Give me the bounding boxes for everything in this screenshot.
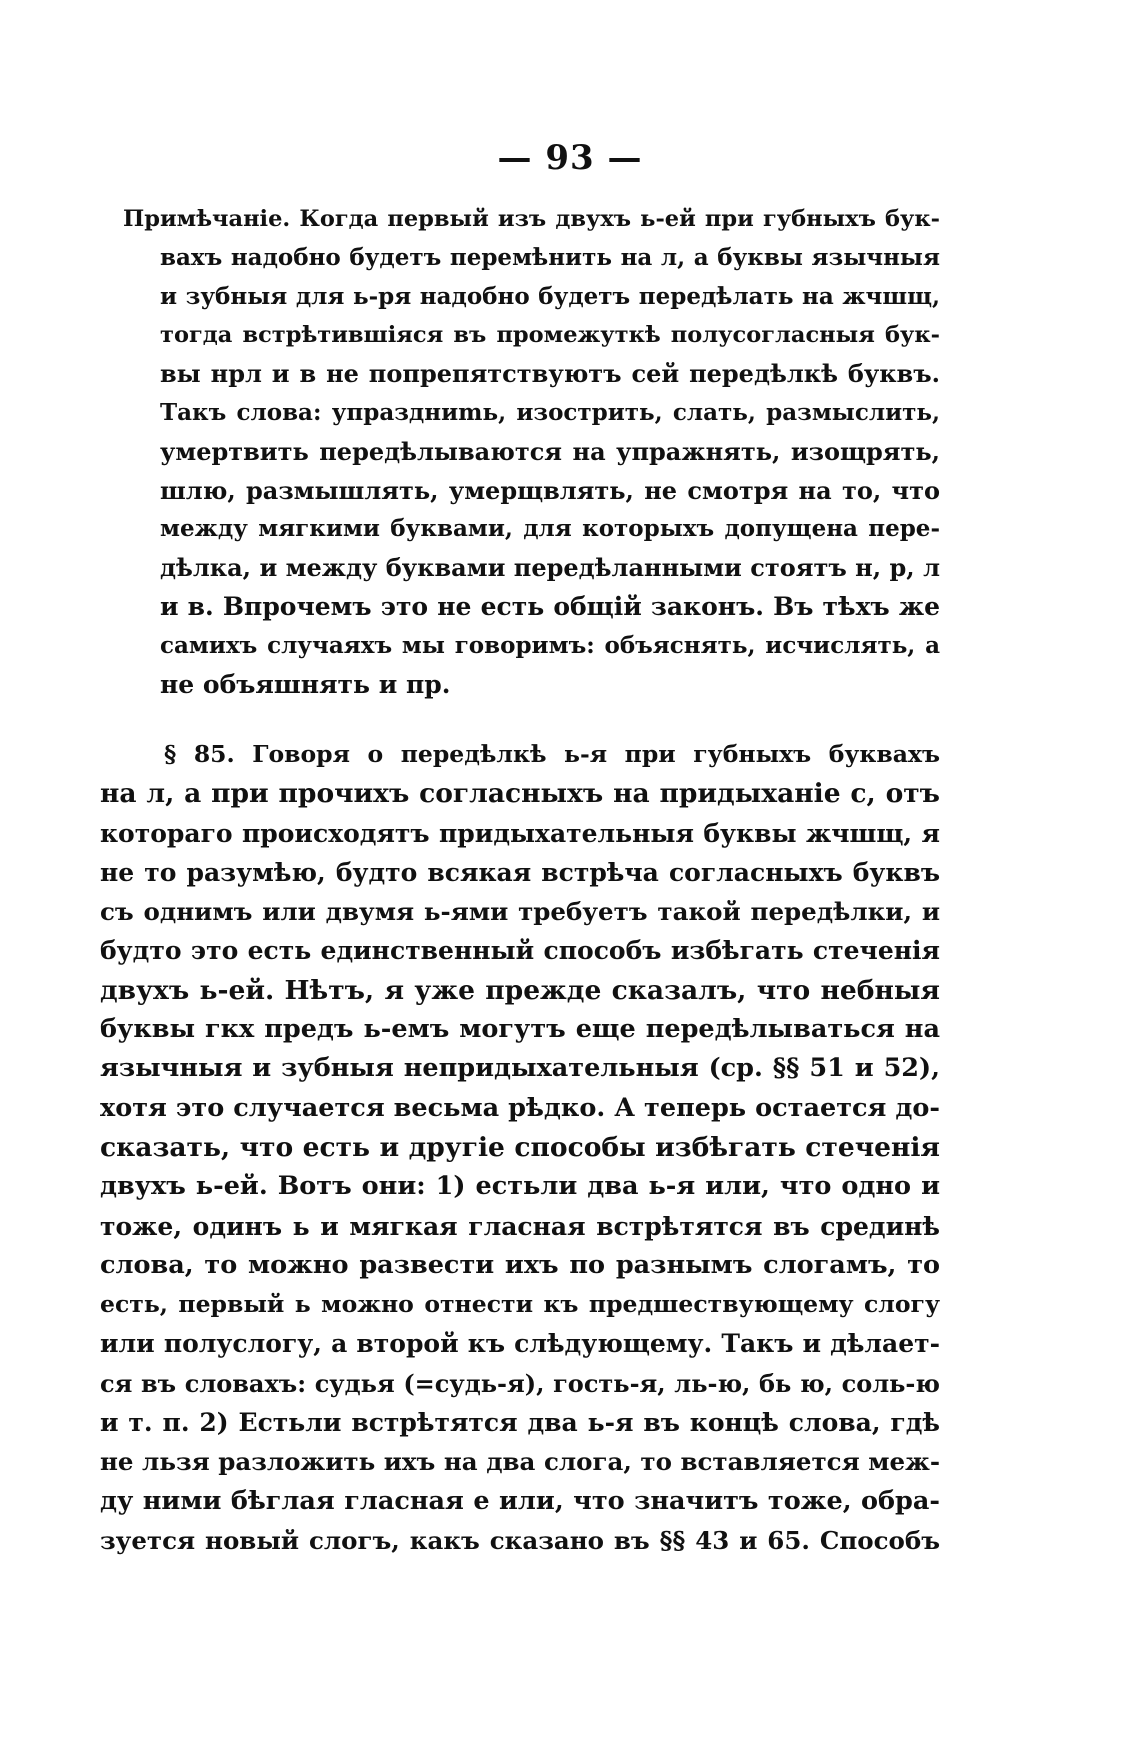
note-line: шлю, размышлять, умерщвлять, не смотря на то, что — [160, 475, 940, 505]
body-line: и т. п. 2) Естьли встрѣтятся два ь-я въ концѣ слова, гдѣ — [100, 1408, 940, 1438]
note-line: вы нрл и в не попрепятствуютъ сей передѣлкѣ буквъ. — [160, 359, 940, 389]
note-line: тогда встрѣтившіяся въ промежуткѣ полусогласныя бук- — [160, 322, 940, 349]
body-line: есть, первый ь можно отнести къ предшествующему слогу — [100, 1290, 940, 1319]
body-line: зуется новый слогъ, какъ сказано въ §§ 43 и 65. Способъ — [100, 1525, 940, 1555]
body-line: хотя это случается весьма рѣдко. А теперь остается до- — [100, 1092, 940, 1123]
body-line: язычныя и зубныя непридыхательныя (ср. §§ 51 и 52), — [100, 1053, 940, 1084]
page-number: — 93 — — [497, 138, 643, 178]
body-line: двухъ ь-ей. Вотъ они: 1) естьли два ь-я или, что одно и — [100, 1171, 940, 1202]
body-line: или полуслогу, а второй къ слѣдующему. Такъ и дѣлает- — [100, 1329, 940, 1359]
footnote-block — [123, 200, 940, 704]
body-line: ся въ словахъ: судья (=судь-я), гость-я, ль-ю, бь ю, соль-ю — [100, 1368, 940, 1398]
body-line: буквы гкх предъ ь-емъ могутъ еще передѣлываться на — [100, 1014, 940, 1045]
note-line: между мягкими буквами, для которыхъ допущена пере- — [160, 515, 940, 543]
body-line: не то разумѣю, будто всякая встрѣча согласныхъ буквъ — [100, 857, 940, 887]
note-line: и зубныя для ь-ря надобно будетъ передѣлать на жчшщ, — [160, 282, 940, 310]
note-line: дѣлка, и между буквами передѣланными стоятъ н, р, л — [160, 553, 940, 583]
body-line: котораго происходятъ придыхательныя буквы жчшщ, я — [100, 818, 940, 848]
note-line: не объяшнять и пр. — [160, 669, 451, 699]
body-line: слова, то можно развести ихъ по разнымъ слогамъ, то — [100, 1249, 940, 1280]
body-line: ду ними бѣглая гласная е или, что значитъ тоже, обра- — [100, 1485, 940, 1516]
note-line: самихъ случаяхъ мы говоримъ: объяснять, исчислять, а — [160, 631, 940, 659]
body-line: § 85. Говоря о передѣлкѣ ь-я при губныхъ буквахъ — [164, 740, 940, 768]
body-line: съ однимъ или двумя ь-ями требуетъ такой передѣлки, и — [100, 897, 940, 927]
body-line: не льзя разложить ихъ на два слога, то вставляется меж- — [100, 1447, 940, 1477]
note-line: умертвить передѣлываются на упражнять, изощрять, — [160, 436, 940, 466]
body-line: двухъ ь-ей. Нѣтъ, я уже прежде сказалъ, что небныя — [100, 974, 940, 1006]
note-line: Такъ слова: упраздниmь, изострить, слать, размыслить, — [160, 398, 940, 426]
note-line: вахъ надобно будетъ перемѣнить на л, а буквы язычныя — [160, 243, 940, 271]
body-line: будто это есть единственный способъ избѣгать стеченія — [100, 936, 940, 966]
body-line: тоже, одинъ ь и мягкая гласная встрѣтятся въ срединѣ — [100, 1211, 940, 1241]
body-line: сказать, что есть и другіе способы избѣгать стеченія — [100, 1131, 940, 1163]
section-85-paragraph — [100, 735, 940, 1560]
note-line: Примѣчаніе. Когда первый изъ двухъ ь-ей при губныхъ бук- — [123, 206, 940, 232]
note-line: и в. Впрочемъ это не есть общій законъ. Въ тѣхъ же — [160, 591, 940, 621]
body-line: на л, а при прочихъ согласныхъ на придыханіе с, отъ — [100, 778, 940, 810]
